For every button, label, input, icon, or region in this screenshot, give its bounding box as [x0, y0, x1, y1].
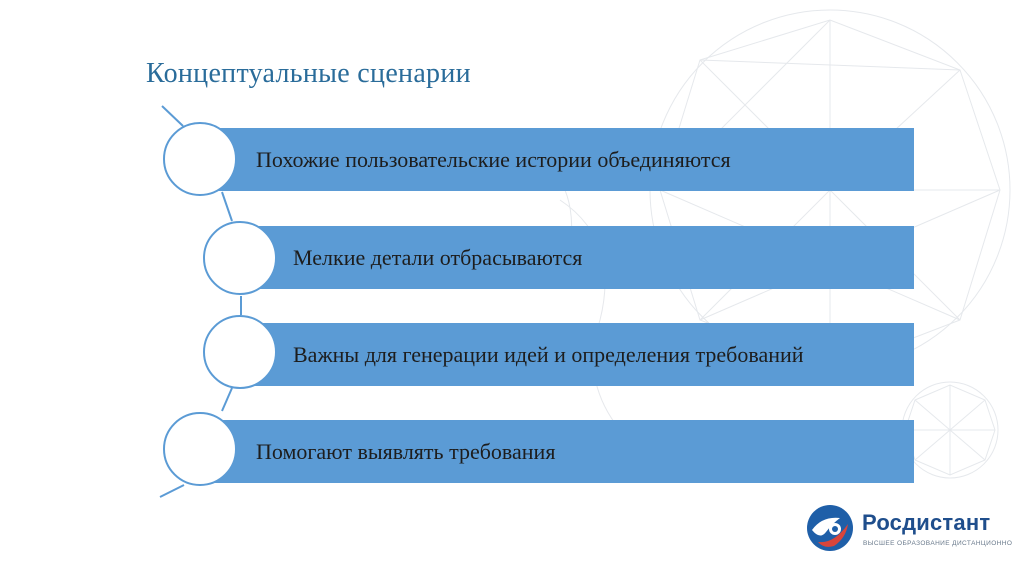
logo-tagline: ВЫСШЕЕ ОБРАЗОВАНИЕ ДИСТАНЦИОННО: [863, 540, 1013, 547]
scenario-marker-circle-1: [163, 122, 237, 196]
scenario-text-1: Похожие пользовательские истории объединяются: [256, 146, 731, 172]
rosdistant-logo: [804, 502, 1013, 558]
scenario-text-2: Мелкие детали отбрасываются: [293, 244, 583, 270]
logo-name: Росдистант: [862, 510, 991, 535]
scenario-bar-2: [240, 226, 914, 289]
scenario-bar-1: [200, 128, 914, 191]
slide-title: Концептуальные сценарии: [146, 58, 471, 89]
scenario-marker-circle-2: [203, 221, 277, 295]
scenario-marker-circle-4: [163, 412, 237, 486]
scenario-text-3: Важны для генерации идей и определения требований: [293, 341, 804, 367]
scenario-marker-circle-3: [203, 315, 277, 389]
scenario-text-4: Помогают выявлять требования: [256, 438, 556, 464]
scenario-bar-4: [200, 420, 914, 483]
scenario-bar-3: [240, 323, 914, 386]
rosdistant-logo-icon: [804, 502, 856, 554]
